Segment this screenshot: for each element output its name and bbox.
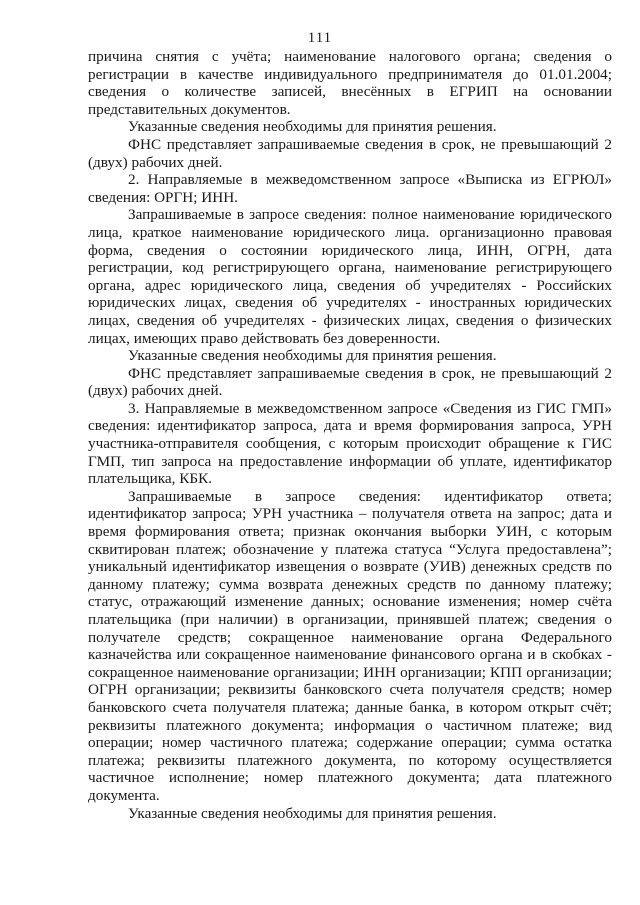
paragraph-10: Указанные сведения необходимы для принятия решения. [128,804,497,822]
paragraph-9: Запрашиваемые в запросе сведения: идентификатор ответа; идентификатор запроса; УРН участника – получателя ответа на запрос; дата и время формирования ответа; признак окончания выборки УИН, с которым сквитирован платеж; обозначение у платежа статуса “Услуга предоставлена”; уникальный идентификатор извещения о возврате (УИВ) денежных средств по данному платежу; сумма возврата денежных средств по данному платежу; статус, отражающий изменение данных; основание изменения; номер счёта плательщика (при наличии) в организации, принявшей платеж; сведения о получателе средств; сокращенное наименование органа Федерального казначейства или сокращенное наименование финансового органа и в скобках - сокращенное наименование организации; ИНН организации; КПП организации; ОГРН организации; реквизиты банковского счета получателя средств; номер банковского счета получателя платежа; данные банка, в котором открыт счёт; реквизиты платежного документа; информация о частичном платеже; вид операции; номер частичного платежа; содержание операции; сумма остатка платежа; реквизиты платежного документа, по которому осуществляется частичное исполнение; номер платежного документа; дата платежного документа. [88,487,612,804]
page-number: 111 [307,30,333,46]
paragraph-1: причина снятия с учёта; наименование налогового органа; сведения о регистрации в качестве индивидуального предпринимателя до 01.01.2004; сведения о количестве записей, внесённых в ЕГРИП на основании представительных документов. [88,48,612,118]
body-text [88,48,612,822]
paragraph-5: Запрашиваемые в запросе сведения: полное наименование юридического лица, краткое наименование юридического лица. организационно правовая форма, сведения о состоянии юридического лица, ИНН, ОГРН, дата регистрации, код регистрирующего органа, наименование регистрирующего органа, адрес юридического лица, сведения об учредителях - Российских юридических лицах, сведения об учредителях - иностранных юридических лицах, сведения об учредителях - физических лицах, сведения о физических лицах, имеющих право действовать без доверенности. [88,206,612,347]
paragraph-7: ФНС представляет запрашиваемые сведения в срок, не превышающий 2 (двух) рабочих дней. [88,364,612,400]
paragraph-4: 2. Направляемые в межведомственном запросе «Выписка из ЕГРЮЛ» сведения: ОРГН; ИНН. [88,171,612,206]
paragraph-3: ФНС представляет запрашиваемые сведения в срок, не превышающий 2 (двух) рабочих дней. [88,135,612,171]
paragraph-6: Указанные сведения необходимы для принятия решения. [128,347,497,365]
paragraph-8: 3. Направляемые в межведомственном запросе «Сведения из ГИС ГМП» сведения: идентификатор запроса, дата и время формирования запроса, УРН участника-отправителя сообщения, с которым происходит обращение к ГИС ГМП, тип запроса на предоставление информации об уплате, идентификатор плательщика, КБК. [88,399,612,488]
paragraph-2: Указанные сведения необходимы для принятия решения. [128,118,497,136]
